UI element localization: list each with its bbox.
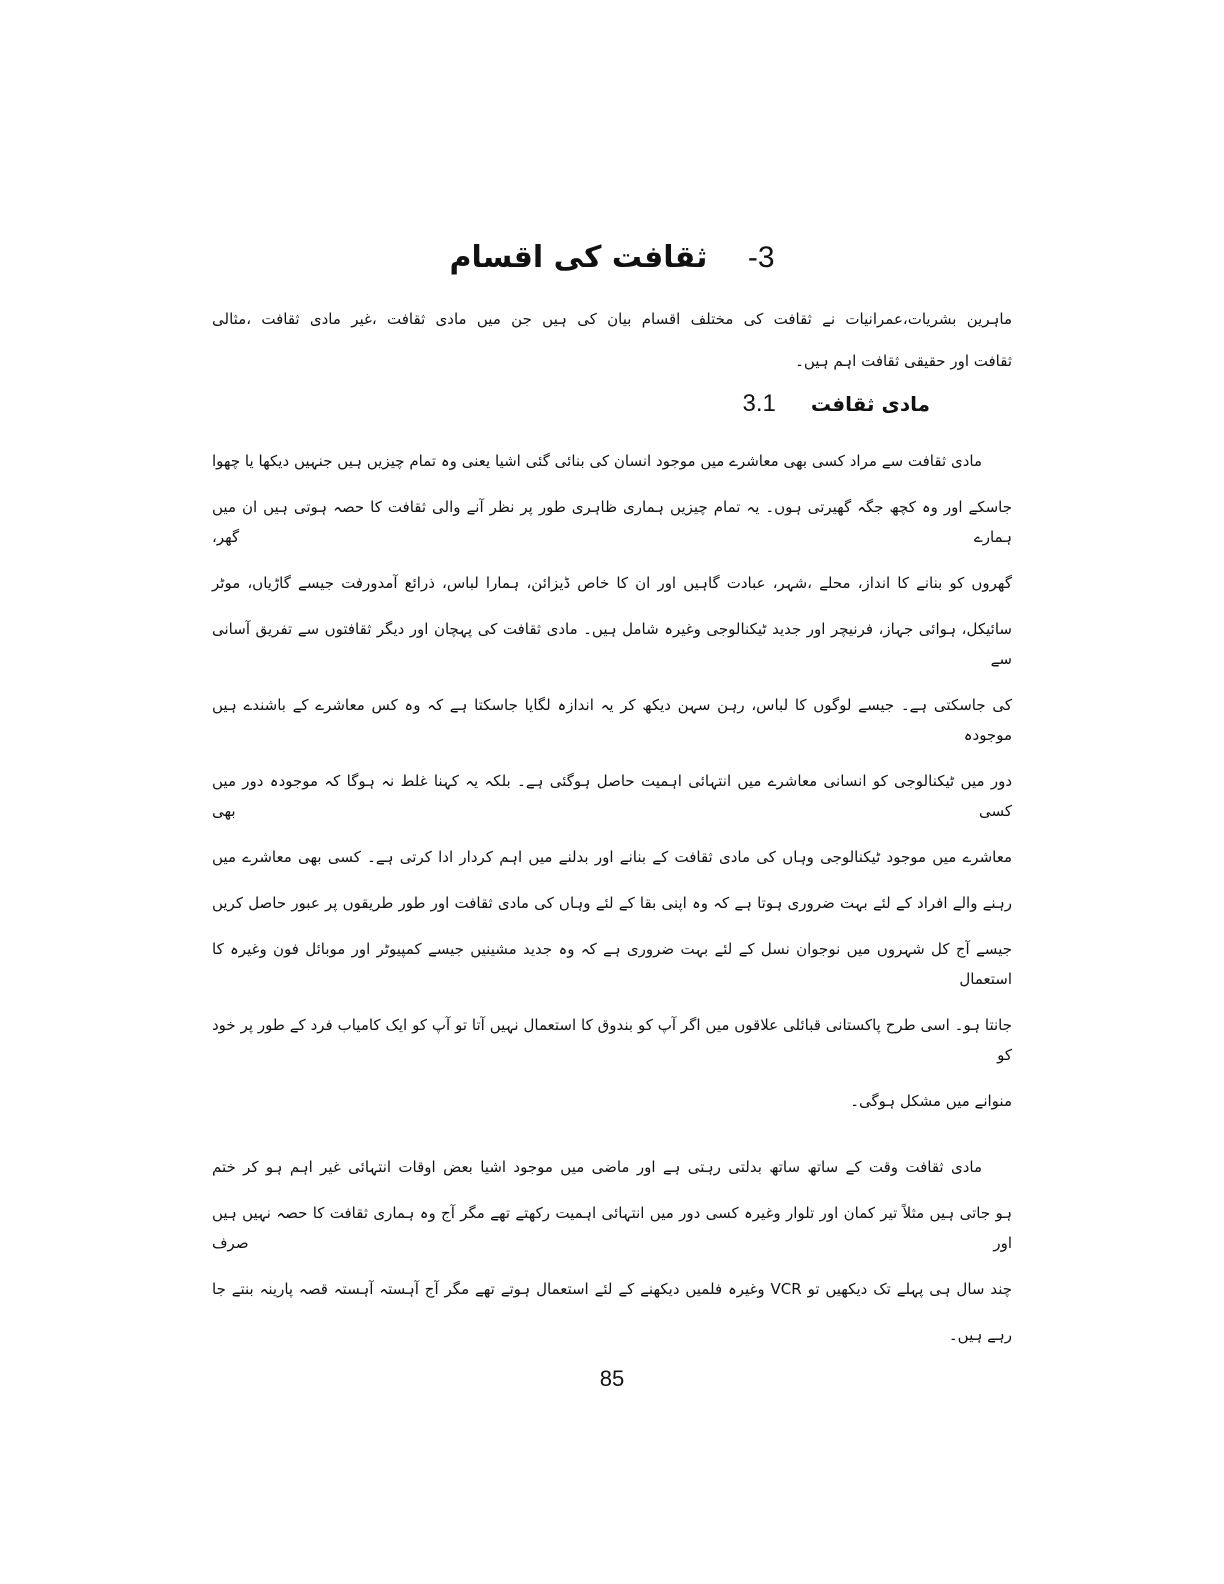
chapter-number: 3- — [747, 241, 775, 274]
paragraph-line: مادی ثقافت وقت کے ساتھ ساتھ بدلتی رہتی ہے اور ماضی میں موجود اشیا بعض اوقات انتہائی غیر اہم ہو کر ختم — [212, 1158, 982, 1176]
section-title: مادی ثقافت — [810, 392, 930, 416]
paragraph-line: دور میں ٹیکنالوجی کو انسانی معاشرے میں انتہائی اہمیت حاصل ہوگئی ہے۔ بلکہ یہ کہنا غلط نہ ہوگا کہ موجودہ دور میں کسی بھی — [212, 772, 1012, 820]
paragraph-line: رہنے والے افراد کے لئے بہت ضروری ہوتا ہے کہ وہ اپنی بقا کے لئے وہاں کی مادی ثقافت اور طور طریقوں پر عبور حاصل کریں — [212, 894, 1012, 912]
intro-line: ماہرین بشریات،عمرانیات نے ثقافت کی مختلف اقسام بیان کی ہیں جن میں مادی ثقافت ،غیر مادی ثقافت ،مثالی — [212, 310, 1012, 328]
paragraph-line: جیسے آج کل شہروں میں نوجوان نسل کے لئے بہت ضروری ہے کہ وہ جدید مشینیں جیسے کمپیوٹر اور موبائل فون وغیرہ کا استعمال — [212, 940, 1012, 988]
chapter-title — [212, 236, 1012, 280]
paragraph-line: منوانے میں مشکل ہوگی۔ — [850, 1092, 1012, 1110]
paragraph-line: جانتا ہو۔ اسی طرح پاکستانی قبائلی علاقوں میں اگر آپ کو بندوق کا استعمال نہیں آتا تو آپ کو ایک کامیاب فرد کے طور پر خود کو — [212, 1016, 1012, 1064]
paragraph-line: چند سال ہی پہلے تک دیکھیں تو VCR وغیرہ فلمیں دیکھنے کے لئے استعمال ہوتے تھے مگر آج آہستہ آہستہ قصہ پارینہ بنتے جا — [212, 1280, 1012, 1298]
page-content — [212, 236, 1012, 1366]
paragraph-line: مادی ثقافت سے مراد کسی بھی معاشرے میں موجود انسان کی بنائی گئی اشیا یعنی وہ تمام چیزیں ہیں جنہیں دیکھا یا چھوا — [212, 452, 982, 470]
page-number: 85 — [599, 1366, 625, 1391]
paragraph-line: ہو جاتی ہیں مثلاً تیر کمان اور تلوار وغیرہ کسی دور میں انتہائی اہمیت رکھتے تھے مگر آج وہ ہماری ثقافت کا حصہ نہیں ہیں اور صرف — [212, 1204, 1012, 1252]
paragraph-line: سائیکل، ہوائی جہاز، فرنیچر اور جدید ٹیکنالوجی وغیرہ شامل ہیں۔ مادی ثقافت کی پہچان اور دیگر ثقافتوں سے تفریق آسانی سے — [212, 620, 1012, 668]
paragraph-line: معاشرے میں موجود ٹیکنالوجی وہاں کی مادی ثقافت کے بنانے اور بدلنے میں اہم کردار ادا کرتی ہے۔ کسی بھی معاشرے میں — [212, 848, 1012, 866]
section-number: 3.1 — [742, 390, 776, 417]
paragraph-line: جاسکے اور وہ کچھ جگہ گھیرتی ہوں۔ یہ تمام چیزیں ہماری ظاہری طور پر نظر آنے والی ثقافت کا حصہ ہوتی ہیں ان میں ہمارے گھر، — [212, 498, 1012, 546]
section-heading — [212, 388, 930, 420]
paragraph-line: کی جاسکتی ہے۔ جیسے لوگوں کا لباس، رہن سہن دیکھ کر یہ اندازہ لگایا جاسکتا ہے کہ وہ کس معاشرے کے باشندے ہیں موجودہ — [212, 696, 1012, 744]
chapter-title-text: ثقافت کی اقسام — [449, 240, 708, 275]
paragraph-line: گھروں کو بنانے کا انداز، محلے ،شہر، عبادت گاہیں اور ان کا خاص ڈیزائن، ہمارا لباس، ذرائع آمدورفت جیسے گاڑیاں، موٹر — [212, 574, 1012, 592]
intro-line: ثقافت اور حقیقی ثقافت اہم ہیں۔ — [795, 352, 1012, 370]
paragraph-line: رہے ہیں۔ — [948, 1326, 1012, 1344]
